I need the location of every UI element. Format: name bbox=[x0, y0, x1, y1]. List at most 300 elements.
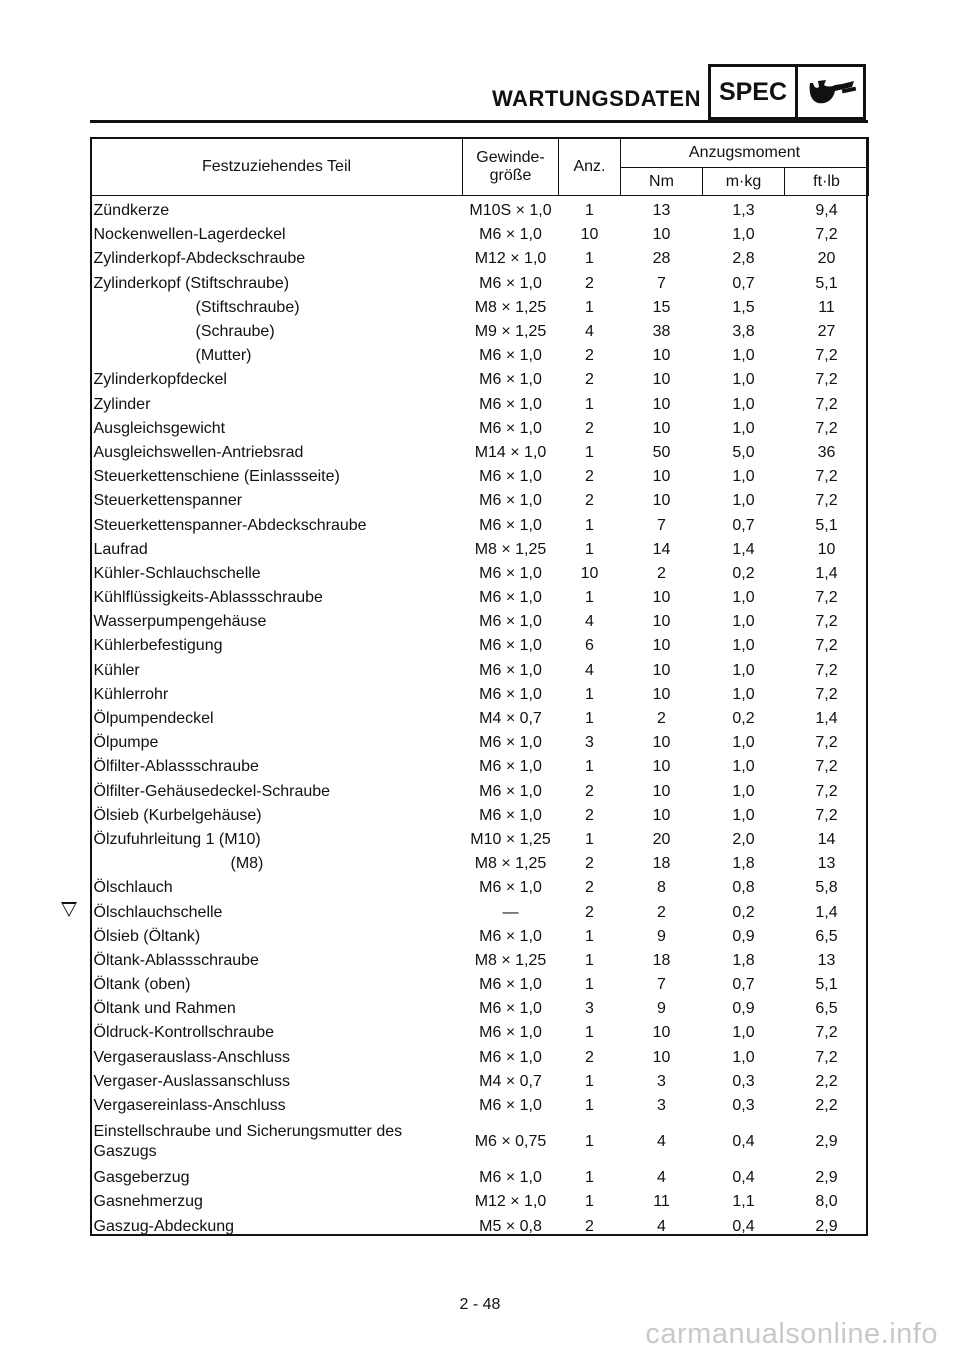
cell-mkg: 1,0 bbox=[732, 806, 755, 824]
cell-mkg: 0,4 bbox=[732, 1217, 755, 1235]
cell-thread: M8 × 1,25 bbox=[474, 540, 547, 558]
cell-qty: 1 bbox=[585, 298, 594, 316]
cell-qty: 2 bbox=[585, 274, 594, 292]
cell-part: Ölsieb (Öltank) bbox=[93, 927, 201, 945]
cell-thread: M6 × 1,0 bbox=[479, 419, 542, 437]
cell-part: Zylinder bbox=[93, 395, 151, 413]
cell-ftlb: 7,2 bbox=[815, 371, 838, 389]
unit-mkg-header: m·kg bbox=[703, 168, 785, 196]
spec-badge-label: SPEC bbox=[711, 67, 798, 117]
cell-qty: 6 bbox=[585, 637, 594, 655]
cell-nm: 10 bbox=[652, 395, 671, 413]
cell-mkg: 1,0 bbox=[732, 395, 755, 413]
cell-qty: 3 bbox=[585, 1000, 594, 1018]
cell-mkg: 5,0 bbox=[732, 443, 755, 461]
table-row bbox=[91, 1190, 869, 1214]
table-row bbox=[91, 1215, 869, 1239]
wrench-icon bbox=[798, 67, 863, 117]
cell-ftlb: 2,2 bbox=[815, 1072, 838, 1090]
cell-thread: M6 × 1,0 bbox=[479, 1169, 542, 1187]
cell-mkg: 1,0 bbox=[732, 468, 755, 486]
table-row bbox=[91, 997, 869, 1021]
table-row bbox=[91, 973, 869, 997]
cell-thread: M10S × 1,0 bbox=[469, 202, 552, 220]
cell-nm: 10 bbox=[652, 782, 671, 800]
cell-nm: 10 bbox=[652, 468, 671, 486]
cell-nm: 18 bbox=[652, 855, 671, 873]
unit-nm-header: Nm bbox=[621, 168, 703, 196]
col-part-header: Festzuziehendes Teil bbox=[91, 138, 463, 196]
cell-mkg: 1,0 bbox=[732, 589, 755, 607]
cell-ftlb: 7,2 bbox=[815, 226, 838, 244]
cell-thread: M6 × 1,0 bbox=[479, 492, 542, 510]
cell-qty: 2 bbox=[585, 371, 594, 389]
cell-qty: 1 bbox=[585, 395, 594, 413]
cell-ftlb: 7,2 bbox=[815, 734, 838, 752]
cell-qty: 3 bbox=[585, 734, 594, 752]
cell-thread: M6 × 1,0 bbox=[479, 806, 542, 824]
table-row bbox=[91, 852, 869, 876]
cell-part: Kühler-Schlauchschelle bbox=[93, 564, 261, 582]
cell-thread: M6 × 0,75 bbox=[474, 1133, 547, 1151]
cell-part: Nockenwellen-Lagerdeckel bbox=[93, 226, 286, 244]
cell-part: Öldruck-Kontrollschraube bbox=[93, 1024, 275, 1042]
table-row bbox=[91, 489, 869, 513]
cell-ftlb: 5,1 bbox=[815, 976, 838, 994]
cell-mkg: 0,9 bbox=[732, 927, 755, 945]
cell-ftlb: 1,4 bbox=[815, 564, 838, 582]
col-thread-header: Gewinde- größe bbox=[463, 138, 559, 196]
cell-ftlb: 1,4 bbox=[815, 710, 838, 728]
cell-mkg: 2,8 bbox=[732, 250, 755, 268]
cell-mkg: 0,4 bbox=[732, 1133, 755, 1151]
cell-nm: 10 bbox=[652, 226, 671, 244]
cell-part: Kühlerrohr bbox=[93, 685, 169, 703]
cell-qty: 2 bbox=[585, 468, 594, 486]
cell-thread: M6 × 1,0 bbox=[479, 395, 542, 413]
cell-qty: 10 bbox=[580, 226, 599, 244]
table-row bbox=[91, 196, 869, 224]
cell-qty: 1 bbox=[585, 589, 594, 607]
cell-thread: M8 × 1,25 bbox=[474, 298, 547, 316]
unit-ftlb-header: ft·lb bbox=[785, 168, 869, 196]
cell-part: Einstellschraube und Sicherungsmutter des Gaszugs bbox=[93, 1123, 403, 1161]
cell-part: Wasserpumpengehäuse bbox=[93, 613, 267, 631]
cell-thread: M6 × 1,0 bbox=[479, 661, 542, 679]
cell-ftlb: 7,2 bbox=[815, 589, 838, 607]
cell-part: Ölschlauch bbox=[93, 879, 173, 897]
cell-ftlb: 8,0 bbox=[815, 1193, 838, 1211]
cell-part: Vergasereinlass-Anschluss bbox=[93, 1097, 286, 1115]
cell-part: Steuerkettenspanner-Abdeckschraube bbox=[93, 516, 367, 534]
cell-part: Ölfilter-Ablassschraube bbox=[93, 758, 259, 776]
cell-nm: 28 bbox=[652, 250, 671, 268]
table-row bbox=[91, 296, 869, 320]
cell-ftlb: 7,2 bbox=[815, 806, 838, 824]
cell-ftlb: 7,2 bbox=[815, 685, 838, 703]
cell-ftlb: 2,2 bbox=[815, 1097, 838, 1115]
cell-ftlb: 13 bbox=[817, 855, 836, 873]
cell-thread: M6 × 1,0 bbox=[479, 1048, 542, 1066]
cell-mkg: 0,3 bbox=[732, 1097, 755, 1115]
cell-mkg: 1,0 bbox=[732, 758, 755, 776]
table-row bbox=[91, 634, 869, 658]
cell-part: Ölfilter-Gehäusedeckel-Schraube bbox=[93, 782, 331, 800]
cell-nm: 10 bbox=[652, 1048, 671, 1066]
cell-ftlb: 5,1 bbox=[815, 274, 838, 292]
cell-thread: M6 × 1,0 bbox=[479, 347, 542, 365]
cell-nm: 7 bbox=[657, 274, 666, 292]
cell-mkg: 1,0 bbox=[732, 226, 755, 244]
cell-nm: 9 bbox=[657, 927, 666, 945]
cell-qty: 1 bbox=[585, 927, 594, 945]
cell-qty: 1 bbox=[585, 202, 594, 220]
cell-qty: 2 bbox=[585, 1048, 594, 1066]
table-row bbox=[91, 586, 869, 610]
cell-qty: 1 bbox=[585, 758, 594, 776]
table-row bbox=[91, 320, 869, 344]
cell-ftlb: 36 bbox=[817, 443, 836, 461]
cell-mkg: 1,1 bbox=[732, 1193, 755, 1211]
cell-part: Ölzufuhrleitung 1 (M10) bbox=[93, 830, 261, 848]
cell-nm: 10 bbox=[652, 637, 671, 655]
page-number: 2 - 48 bbox=[459, 1296, 501, 1313]
table-row bbox=[91, 513, 869, 537]
cell-thread: M12 × 1,0 bbox=[474, 250, 547, 268]
cell-nm: 2 bbox=[657, 903, 666, 921]
table-row bbox=[91, 1021, 869, 1045]
cell-part: Öltank (oben) bbox=[93, 976, 191, 994]
table-row bbox=[91, 393, 869, 417]
cell-thread: M6 × 1,0 bbox=[479, 637, 542, 655]
cell-nm: 3 bbox=[657, 1097, 666, 1115]
cell-nm: 10 bbox=[652, 734, 671, 752]
cell-part: Gasgeberzug bbox=[93, 1169, 190, 1187]
cell-nm: 50 bbox=[652, 443, 671, 461]
cell-mkg: 1,0 bbox=[732, 734, 755, 752]
cell-part: Vergaserauslass-Anschluss bbox=[93, 1048, 291, 1066]
cell-part: (Mutter) bbox=[195, 347, 252, 365]
cell-mkg: 3,8 bbox=[732, 323, 755, 341]
table-row bbox=[91, 925, 869, 949]
cell-nm: 18 bbox=[652, 951, 671, 969]
cell-thread: M4 × 0,7 bbox=[479, 710, 542, 728]
cell-nm: 10 bbox=[652, 685, 671, 703]
cell-thread: M6 × 1,0 bbox=[479, 516, 542, 534]
cell-qty: 1 bbox=[585, 830, 594, 848]
cell-qty: 1 bbox=[585, 710, 594, 728]
cell-part: Steuerkettenspanner bbox=[93, 492, 243, 510]
cell-ftlb: 20 bbox=[817, 250, 836, 268]
cell-thread: M6 × 1,0 bbox=[479, 468, 542, 486]
cell-nm: 4 bbox=[657, 1217, 666, 1235]
cell-thread: M6 × 1,0 bbox=[479, 976, 542, 994]
cell-part: Öltank-Ablassschraube bbox=[93, 951, 259, 969]
cell-ftlb: 10 bbox=[817, 540, 836, 558]
cell-nm: 10 bbox=[652, 419, 671, 437]
cell-thread: M8 × 1,25 bbox=[474, 951, 547, 969]
cell-part: Zylinderkopf (Stiftschraube) bbox=[93, 274, 290, 292]
table-row bbox=[91, 441, 869, 465]
table-row bbox=[91, 223, 869, 247]
cell-nm: 7 bbox=[657, 516, 666, 534]
cell-nm: 2 bbox=[657, 710, 666, 728]
cell-thread: M6 × 1,0 bbox=[479, 371, 542, 389]
cell-mkg: 1,5 bbox=[732, 298, 755, 316]
cell-nm: 4 bbox=[657, 1169, 666, 1187]
cell-ftlb: 1,4 bbox=[815, 903, 838, 921]
cell-mkg: 1,0 bbox=[732, 371, 755, 389]
cell-nm: 10 bbox=[652, 371, 671, 389]
cell-nm: 4 bbox=[657, 1133, 666, 1151]
cell-mkg: 1,0 bbox=[732, 613, 755, 631]
cell-ftlb: 2,9 bbox=[815, 1133, 838, 1151]
cell-mkg: 1,0 bbox=[732, 685, 755, 703]
triangle-marker-icon bbox=[61, 902, 77, 917]
cell-thread: M4 × 0,7 bbox=[479, 1072, 542, 1090]
cell-thread: M6 × 1,0 bbox=[479, 782, 542, 800]
cell-nm: 8 bbox=[657, 879, 666, 897]
cell-part: Vergaser-Auslassanschluss bbox=[93, 1072, 291, 1090]
cell-nm: 2 bbox=[657, 564, 666, 582]
cell-part: Ölpumpendeckel bbox=[93, 710, 214, 728]
table-row bbox=[91, 1118, 869, 1166]
cell-ftlb: 7,2 bbox=[815, 468, 838, 486]
cell-nm: 10 bbox=[652, 589, 671, 607]
col-torque-header: Anzugsmoment bbox=[621, 138, 869, 168]
table-row bbox=[91, 344, 869, 368]
cell-thread: M6 × 1,0 bbox=[479, 1024, 542, 1042]
spec-badge bbox=[708, 64, 866, 120]
cell-qty: 1 bbox=[585, 951, 594, 969]
cell-ftlb: 7,2 bbox=[815, 1048, 838, 1066]
table-row bbox=[91, 1094, 869, 1118]
cell-ftlb: 7,2 bbox=[815, 782, 838, 800]
cell-mkg: 0,3 bbox=[732, 1072, 755, 1090]
table-row bbox=[91, 1166, 869, 1190]
cell-part: Ölschlauchschelle bbox=[93, 903, 223, 921]
cell-ftlb: 7,2 bbox=[815, 347, 838, 365]
cell-mkg: 1,0 bbox=[732, 1024, 755, 1042]
cell-thread: M6 × 1,0 bbox=[479, 879, 542, 897]
cell-part: Ausgleichsgewicht bbox=[93, 419, 226, 437]
cell-part: (Stiftschraube) bbox=[195, 298, 300, 316]
cell-part: Gasnehmerzug bbox=[93, 1193, 203, 1211]
cell-mkg: 0,2 bbox=[732, 710, 755, 728]
cell-qty: 1 bbox=[585, 540, 594, 558]
cell-mkg: 1,0 bbox=[732, 637, 755, 655]
cell-thread: M12 × 1,0 bbox=[474, 1193, 547, 1211]
cell-part: Kühlerbefestigung bbox=[93, 637, 223, 655]
cell-nm: 11 bbox=[653, 1193, 670, 1211]
cell-ftlb: 27 bbox=[817, 323, 836, 341]
cell-nm: 10 bbox=[652, 613, 671, 631]
cell-thread: M6 × 1,0 bbox=[479, 226, 542, 244]
cell-ftlb: 7,2 bbox=[815, 637, 838, 655]
cell-ftlb: 5,1 bbox=[815, 516, 838, 534]
cell-thread: M8 × 1,25 bbox=[474, 855, 547, 873]
cell-qty: 2 bbox=[585, 1217, 594, 1235]
cell-thread: M6 × 1,0 bbox=[479, 685, 542, 703]
cell-thread: M9 × 1,25 bbox=[474, 323, 547, 341]
cell-nm: 10 bbox=[652, 806, 671, 824]
cell-nm: 20 bbox=[652, 830, 671, 848]
table-row bbox=[91, 538, 869, 562]
cell-part: (M8) bbox=[230, 855, 264, 873]
col-qty-header: Anz. bbox=[559, 138, 621, 196]
cell-mkg: 0,8 bbox=[732, 879, 755, 897]
table-row bbox=[91, 272, 869, 296]
cell-nm: 38 bbox=[652, 323, 671, 341]
table-row bbox=[91, 731, 869, 755]
cell-part: Zylinderkopf-Abdeckschraube bbox=[93, 250, 306, 268]
table-row bbox=[91, 876, 869, 900]
cell-nm: 10 bbox=[652, 1024, 671, 1042]
cell-nm: 13 bbox=[652, 202, 671, 220]
table-row bbox=[91, 707, 869, 731]
cell-mkg: 0,2 bbox=[732, 903, 755, 921]
cell-part: Ölpumpe bbox=[93, 734, 159, 752]
cell-nm: 10 bbox=[652, 347, 671, 365]
table-row bbox=[91, 247, 869, 271]
cell-ftlb: 6,5 bbox=[815, 927, 838, 945]
cell-qty: 1 bbox=[585, 1072, 594, 1090]
cell-mkg: 1,4 bbox=[732, 540, 755, 558]
table-row bbox=[91, 780, 869, 804]
cell-thread: M6 × 1,0 bbox=[479, 589, 542, 607]
cell-nm: 10 bbox=[652, 661, 671, 679]
cell-qty: 2 bbox=[585, 903, 594, 921]
cell-part: Ölsieb (Kurbelgehäuse) bbox=[93, 806, 262, 824]
cell-nm: 7 bbox=[657, 976, 666, 994]
cell-qty: 4 bbox=[585, 323, 594, 341]
table-row bbox=[91, 804, 869, 828]
cell-qty: 1 bbox=[585, 516, 594, 534]
cell-part: Kühlflüssigkeits-Ablassschraube bbox=[93, 589, 323, 607]
cell-mkg: 1,0 bbox=[732, 492, 755, 510]
cell-mkg: 1,0 bbox=[732, 419, 755, 437]
cell-ftlb: 13 bbox=[817, 951, 836, 969]
cell-part: Gaszug-Abdeckung bbox=[93, 1217, 235, 1235]
table-row bbox=[91, 828, 869, 852]
cell-mkg: 0,7 bbox=[732, 274, 755, 292]
watermark: carmanualsonline.info bbox=[645, 1318, 938, 1350]
cell-mkg: 1,0 bbox=[732, 782, 755, 800]
cell-ftlb: 9,4 bbox=[815, 202, 838, 220]
page-title: WARTUNGSDATEN bbox=[492, 86, 701, 111]
cell-qty: 2 bbox=[585, 347, 594, 365]
cell-mkg: 0,7 bbox=[732, 976, 755, 994]
cell-qty: 1 bbox=[585, 685, 594, 703]
cell-ftlb: 7,2 bbox=[815, 492, 838, 510]
cell-part: Zündkerze bbox=[93, 202, 170, 220]
cell-part: Steuerkettenschiene (Einlassseite) bbox=[93, 468, 340, 486]
cell-ftlb: 7,2 bbox=[815, 1024, 838, 1042]
cell-ftlb: 2,9 bbox=[815, 1169, 838, 1187]
cell-thread: M10 × 1,25 bbox=[470, 830, 551, 848]
table-row bbox=[91, 417, 869, 441]
cell-ftlb: 7,2 bbox=[815, 419, 838, 437]
cell-thread: M5 × 0,8 bbox=[479, 1217, 542, 1235]
cell-qty: 2 bbox=[585, 492, 594, 510]
table-row bbox=[91, 368, 869, 392]
cell-qty: 1 bbox=[585, 976, 594, 994]
table-row bbox=[91, 755, 869, 779]
cell-nm: 14 bbox=[652, 540, 671, 558]
cell-ftlb: 2,9 bbox=[815, 1217, 838, 1235]
cell-thread: M6 × 1,0 bbox=[479, 734, 542, 752]
cell-qty: 10 bbox=[580, 564, 599, 582]
cell-nm: 15 bbox=[652, 298, 671, 316]
cell-qty: 1 bbox=[585, 250, 594, 268]
cell-thread: M14 × 1,0 bbox=[474, 443, 547, 461]
cell-part: Laufrad bbox=[93, 540, 148, 558]
cell-thread: M6 × 1,0 bbox=[479, 758, 542, 776]
cell-mkg: 1,3 bbox=[732, 202, 755, 220]
cell-mkg: 0,7 bbox=[732, 516, 755, 534]
cell-qty: 2 bbox=[585, 879, 594, 897]
cell-qty: 4 bbox=[585, 661, 594, 679]
cell-qty: 1 bbox=[585, 443, 594, 461]
table-row bbox=[91, 1046, 869, 1070]
table-row bbox=[91, 900, 869, 924]
header-rule bbox=[90, 120, 868, 123]
cell-part: Öltank und Rahmen bbox=[93, 1000, 236, 1018]
cell-qty: 2 bbox=[585, 782, 594, 800]
cell-nm: 9 bbox=[657, 1000, 666, 1018]
cell-nm: 10 bbox=[652, 758, 671, 776]
cell-ftlb: 11 bbox=[818, 298, 835, 316]
cell-qty: 4 bbox=[585, 613, 594, 631]
cell-mkg: 0,2 bbox=[732, 564, 755, 582]
cell-mkg: 1,8 bbox=[732, 855, 755, 873]
cell-thread: M6 × 1,0 bbox=[479, 1097, 542, 1115]
cell-qty: 2 bbox=[585, 855, 594, 873]
cell-mkg: 0,9 bbox=[732, 1000, 755, 1018]
cell-part: (Schraube) bbox=[195, 323, 275, 341]
cell-nm: 3 bbox=[657, 1072, 666, 1090]
table-row bbox=[91, 683, 869, 707]
cell-qty: 1 bbox=[585, 1024, 594, 1042]
table-row bbox=[91, 465, 869, 489]
cell-ftlb: 7,2 bbox=[815, 613, 838, 631]
cell-qty: 1 bbox=[585, 1133, 594, 1151]
cell-qty: 2 bbox=[585, 419, 594, 437]
cell-nm: 10 bbox=[652, 492, 671, 510]
cell-thread: — bbox=[502, 903, 519, 921]
cell-thread: M6 × 1,0 bbox=[479, 274, 542, 292]
cell-part: Kühler bbox=[93, 661, 140, 679]
cell-thread: M6 × 1,0 bbox=[479, 927, 542, 945]
table-row bbox=[91, 610, 869, 634]
cell-qty: 2 bbox=[585, 806, 594, 824]
cell-ftlb: 6,5 bbox=[815, 1000, 838, 1018]
cell-mkg: 1,0 bbox=[732, 347, 755, 365]
cell-thread: M6 × 1,0 bbox=[479, 1000, 542, 1018]
cell-qty: 1 bbox=[585, 1097, 594, 1115]
cell-ftlb: 5,8 bbox=[815, 879, 838, 897]
cell-ftlb: 7,2 bbox=[815, 661, 838, 679]
table-row bbox=[91, 1070, 869, 1094]
cell-thread: M6 × 1,0 bbox=[479, 564, 542, 582]
cell-mkg: 1,0 bbox=[732, 661, 755, 679]
cell-mkg: 0,4 bbox=[732, 1169, 755, 1187]
torque-spec-table bbox=[90, 137, 869, 1239]
cell-mkg: 2,0 bbox=[732, 830, 755, 848]
cell-qty: 1 bbox=[585, 1169, 594, 1187]
cell-ftlb: 7,2 bbox=[815, 758, 838, 776]
cell-mkg: 1,8 bbox=[732, 951, 755, 969]
